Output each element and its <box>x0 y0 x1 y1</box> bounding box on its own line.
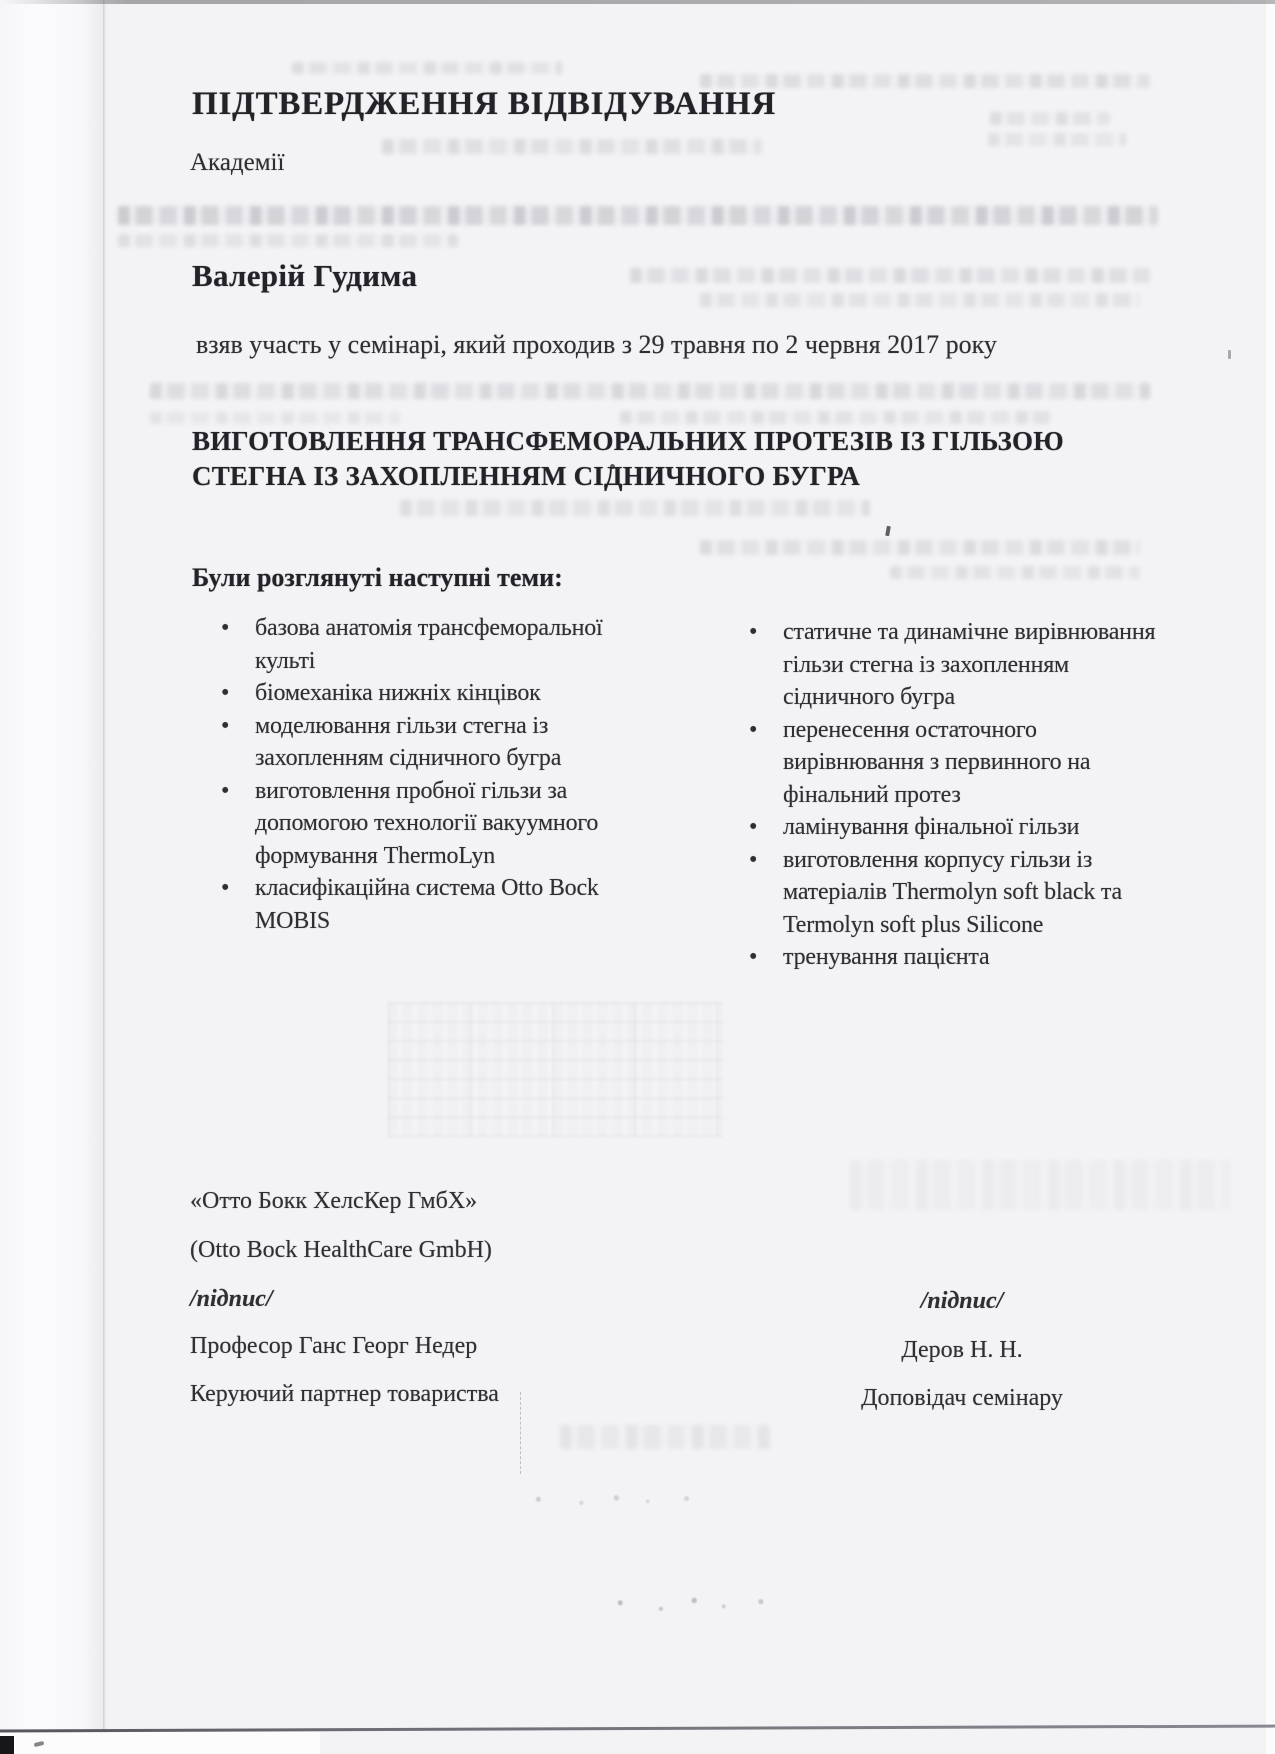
topic-item <box>783 616 1168 714</box>
topic-line: захопленням сідничного бугра <box>255 745 562 771</box>
bleed-through-smudge <box>118 234 458 247</box>
topics-list-left <box>255 612 635 937</box>
bleed-through-smudge <box>150 412 400 424</box>
bleed-through-smudge <box>560 1425 770 1449</box>
scan-corner-mark <box>0 1736 14 1754</box>
bleed-through-smudge <box>700 293 1140 307</box>
topic-line: культі <box>255 647 316 674</box>
participant-name: Валерій Гудима <box>192 258 418 293</box>
bleed-through-smudge <box>118 206 1158 225</box>
page-fold-seam <box>103 0 107 1754</box>
bleed-through-smudge <box>292 62 562 74</box>
topic-line: • класифікаційна система Otto Bock <box>255 875 599 901</box>
bleed-through-smudge <box>850 1160 1230 1210</box>
topic-line: • виготовлення пробної гільзи за <box>255 777 568 804</box>
seminar-title-line: СТЕГНА ІЗ ЗАХОПЛЕННЯМ СІДНИЧНОГО БУГРА <box>192 461 860 491</box>
topic-item <box>255 612 635 677</box>
topic-line: • перенесення остаточного <box>783 716 1037 743</box>
topic-line: вирівнювання з первинного на <box>783 749 1091 775</box>
topics-heading: Були розглянуті наступні теми: <box>192 563 563 592</box>
bleed-through-smudge <box>382 139 762 154</box>
topic-line: MOBIS <box>255 907 331 934</box>
topic-line: • статичне та динамічне вирівнювання <box>783 619 1156 645</box>
bleed-through-smudge <box>620 411 1050 424</box>
topic-line: • тренування пацієнта <box>783 944 990 970</box>
signature-left-role: Керуючий партнер товариства <box>190 1381 499 1407</box>
scan-speckle <box>515 1493 710 1507</box>
page-right-edge <box>1266 0 1275 1754</box>
topic-line: фінальний протез <box>783 781 961 808</box>
topic-item <box>255 775 635 873</box>
scan-dashed-line <box>520 1392 521 1474</box>
participation-statement: взяв участь у семінарі, який проходив з 29 травня по 2 червня 2017 року <box>196 330 997 359</box>
issuer-name-cyrillic: «Отто Бокк ХелсКер ГмбХ» <box>190 1188 478 1214</box>
topic-line: допомогою технології вакуумного <box>255 810 599 836</box>
topic-item <box>783 941 1168 974</box>
topic-line: Termolyn soft plus Silicone <box>783 911 1044 938</box>
organization-line: Академії <box>190 149 285 176</box>
signature-right-name: Деров Н. Н. <box>901 1337 1023 1363</box>
topic-item <box>783 714 1168 812</box>
topic-item <box>255 677 635 710</box>
topic-line: гільзи стегна із захопленням <box>783 651 1070 678</box>
bleed-through-smudge <box>988 133 1126 146</box>
topics-list-right <box>783 616 1168 974</box>
bleed-through-smudge <box>630 268 1150 283</box>
topic-line: • моделювання гільзи стегна із <box>255 712 549 739</box>
bleed-through-table-ghost <box>388 1002 723 1137</box>
scan-top-edge <box>0 0 1275 4</box>
seminar-title <box>192 424 1112 494</box>
topic-line: матеріалів Thermolyn soft black та <box>783 879 1122 905</box>
seminar-title-line: ВИГОТОВЛЕННЯ ТРАНСФЕМОРАЛЬНИХ ПРОТЕЗІВ ІЗ ГІЛЬЗОЮ <box>192 426 1064 456</box>
scan-speckle <box>598 1592 783 1616</box>
scan-bottom-area <box>0 1732 320 1754</box>
bleed-through-smudge <box>700 540 1140 555</box>
topic-line: • біомеханіка нижніх кінцівок <box>255 680 541 706</box>
topic-item <box>783 844 1168 942</box>
bleed-through-smudge <box>150 383 1150 399</box>
signature-left-label: /підпис/ <box>190 1286 273 1312</box>
topic-item <box>255 710 635 775</box>
topic-line: • виготовлення корпусу гільзи із <box>783 846 1093 873</box>
signature-left-name: Професор Ганс Георг Недер <box>190 1333 478 1359</box>
topic-line: • ламінування фінальної гільзи <box>783 814 1080 840</box>
signature-right-label: /підпис/ <box>920 1288 1004 1314</box>
bleed-through-smudge <box>990 112 1110 125</box>
topic-line: • базова анатомія трансфеморальної <box>255 615 603 641</box>
scan-bottom-edge <box>0 1725 1275 1733</box>
topic-line: формування ThermoLyn <box>255 842 496 869</box>
ink-speck <box>1228 350 1231 359</box>
signature-right-role: Доповідач семінару <box>861 1385 1063 1411</box>
topic-item <box>783 811 1168 844</box>
page-fold-strip <box>0 0 103 1754</box>
topic-line: сідничного бугра <box>783 684 955 710</box>
bleed-through-smudge <box>890 566 1140 579</box>
ink-speck <box>885 526 891 537</box>
bleed-through-smudge <box>400 500 870 516</box>
topic-item <box>255 872 635 937</box>
issuer-name-latin: (Otto Bock HealthCare GmbH) <box>190 1237 492 1263</box>
certificate-title: ПІДТВЕРДЖЕННЯ ВІДВІДУВАННЯ <box>192 86 777 122</box>
